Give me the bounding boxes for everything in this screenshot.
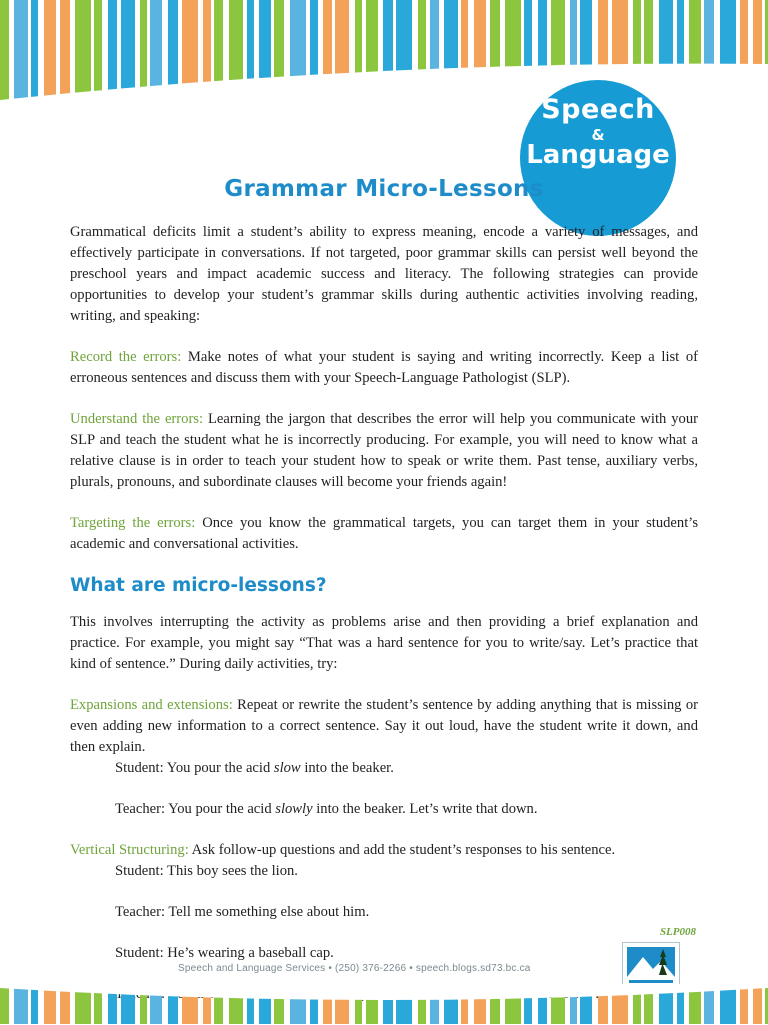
badge-word-speech: Speech bbox=[541, 94, 655, 125]
targeting-label: Targeting the errors: bbox=[70, 515, 196, 531]
example-text: Teacher: You pour the acid bbox=[115, 801, 276, 817]
section-heading-micro-lessons: What are micro-lessons? bbox=[70, 575, 327, 596]
expansions-paragraph bbox=[70, 695, 698, 758]
vertical-paragraph bbox=[70, 840, 698, 861]
page-title: Grammar Micro-Lessons bbox=[224, 176, 544, 202]
example-emphasis: slow bbox=[273, 760, 301, 776]
understand-text: Learning the jargon that describes the error will help you communicate with your SLP and teach the student what he is incorrectly producing. For example, you will need to know what a relative clause is in order to teach your student how to speak or write them. Past tense, auxiliary verbs, plurals, pronouns, and subordinate clauses will become your friends again! bbox=[70, 411, 698, 490]
targeting-paragraph bbox=[70, 513, 698, 555]
badge-word-language: Language bbox=[526, 140, 670, 170]
bottom-stripe-banner bbox=[0, 984, 768, 1024]
micro-intro-paragraph: This involves interrupting the activity as problems arise and then providing a brief explanation and practice. For example, you might say “That was a hard sentence for you to write/say. Let’s practice that kind of sentence.” During daily activities, try: bbox=[70, 614, 698, 672]
intro-paragraph: Grammatical deficits limit a student’s ability to express meaning, encode a variety of messages, and effectively participate in conversations. If not targeted, poor grammar skills can persist well beyond the preschool years and impact academic success and literacy. The following strategies can provide opportunities to develop your student’s grammar skills during authentic activities involving reading, writing, and speaking: bbox=[70, 224, 698, 324]
expansions-text: Repeat or rewrite the student’s sentence by adding anything that is missing or even adding new information to a correct sentence. Say it out loud, have the student write it down, and then explain. bbox=[70, 697, 698, 755]
expansions-label: Expansions and extensions: bbox=[70, 697, 233, 713]
vertical-label: Vertical Structuring: bbox=[70, 842, 189, 858]
targeting-text: Once you know the grammatical targets, you can target them in your student’s academic and conversational activities. bbox=[70, 515, 698, 552]
example-line: Student: He’s wearing a baseball cap. bbox=[115, 945, 334, 961]
badge-ampersand: & bbox=[591, 126, 605, 144]
speech-language-badge bbox=[520, 80, 676, 236]
understand-label: Understand the errors: bbox=[70, 411, 204, 427]
example-text: Student: You pour the acid bbox=[115, 760, 274, 776]
example-text: into the beaker. bbox=[300, 760, 394, 776]
vertical-text: Ask follow-up questions and add the student’s responses to his sentence. bbox=[188, 842, 616, 858]
document-code: SLP008 bbox=[659, 926, 696, 938]
example-text: into the beaker. Let’s write that down. bbox=[312, 801, 538, 817]
record-paragraph bbox=[70, 347, 698, 389]
record-text: Make notes of what your student is saying and writing incorrectly. Keep a list of erroneous sentences and discuss them with your Speech-Language Pathologist (SLP). bbox=[70, 349, 698, 386]
example-line bbox=[70, 758, 698, 779]
example-line: Student: This boy sees the lion. bbox=[115, 863, 298, 879]
document-body bbox=[70, 222, 698, 1025]
understand-paragraph bbox=[70, 409, 698, 493]
example-line: Teacher: Tell me something else about him. bbox=[115, 904, 370, 920]
footer-contact: Speech and Language Services • (250) 376-2266 • speech.blogs.sd73.bc.ca bbox=[178, 963, 531, 974]
record-label: Record the errors: bbox=[70, 349, 182, 365]
example-emphasis: slowly bbox=[275, 801, 313, 817]
example-line bbox=[70, 799, 698, 820]
expansions-examples bbox=[70, 758, 698, 820]
